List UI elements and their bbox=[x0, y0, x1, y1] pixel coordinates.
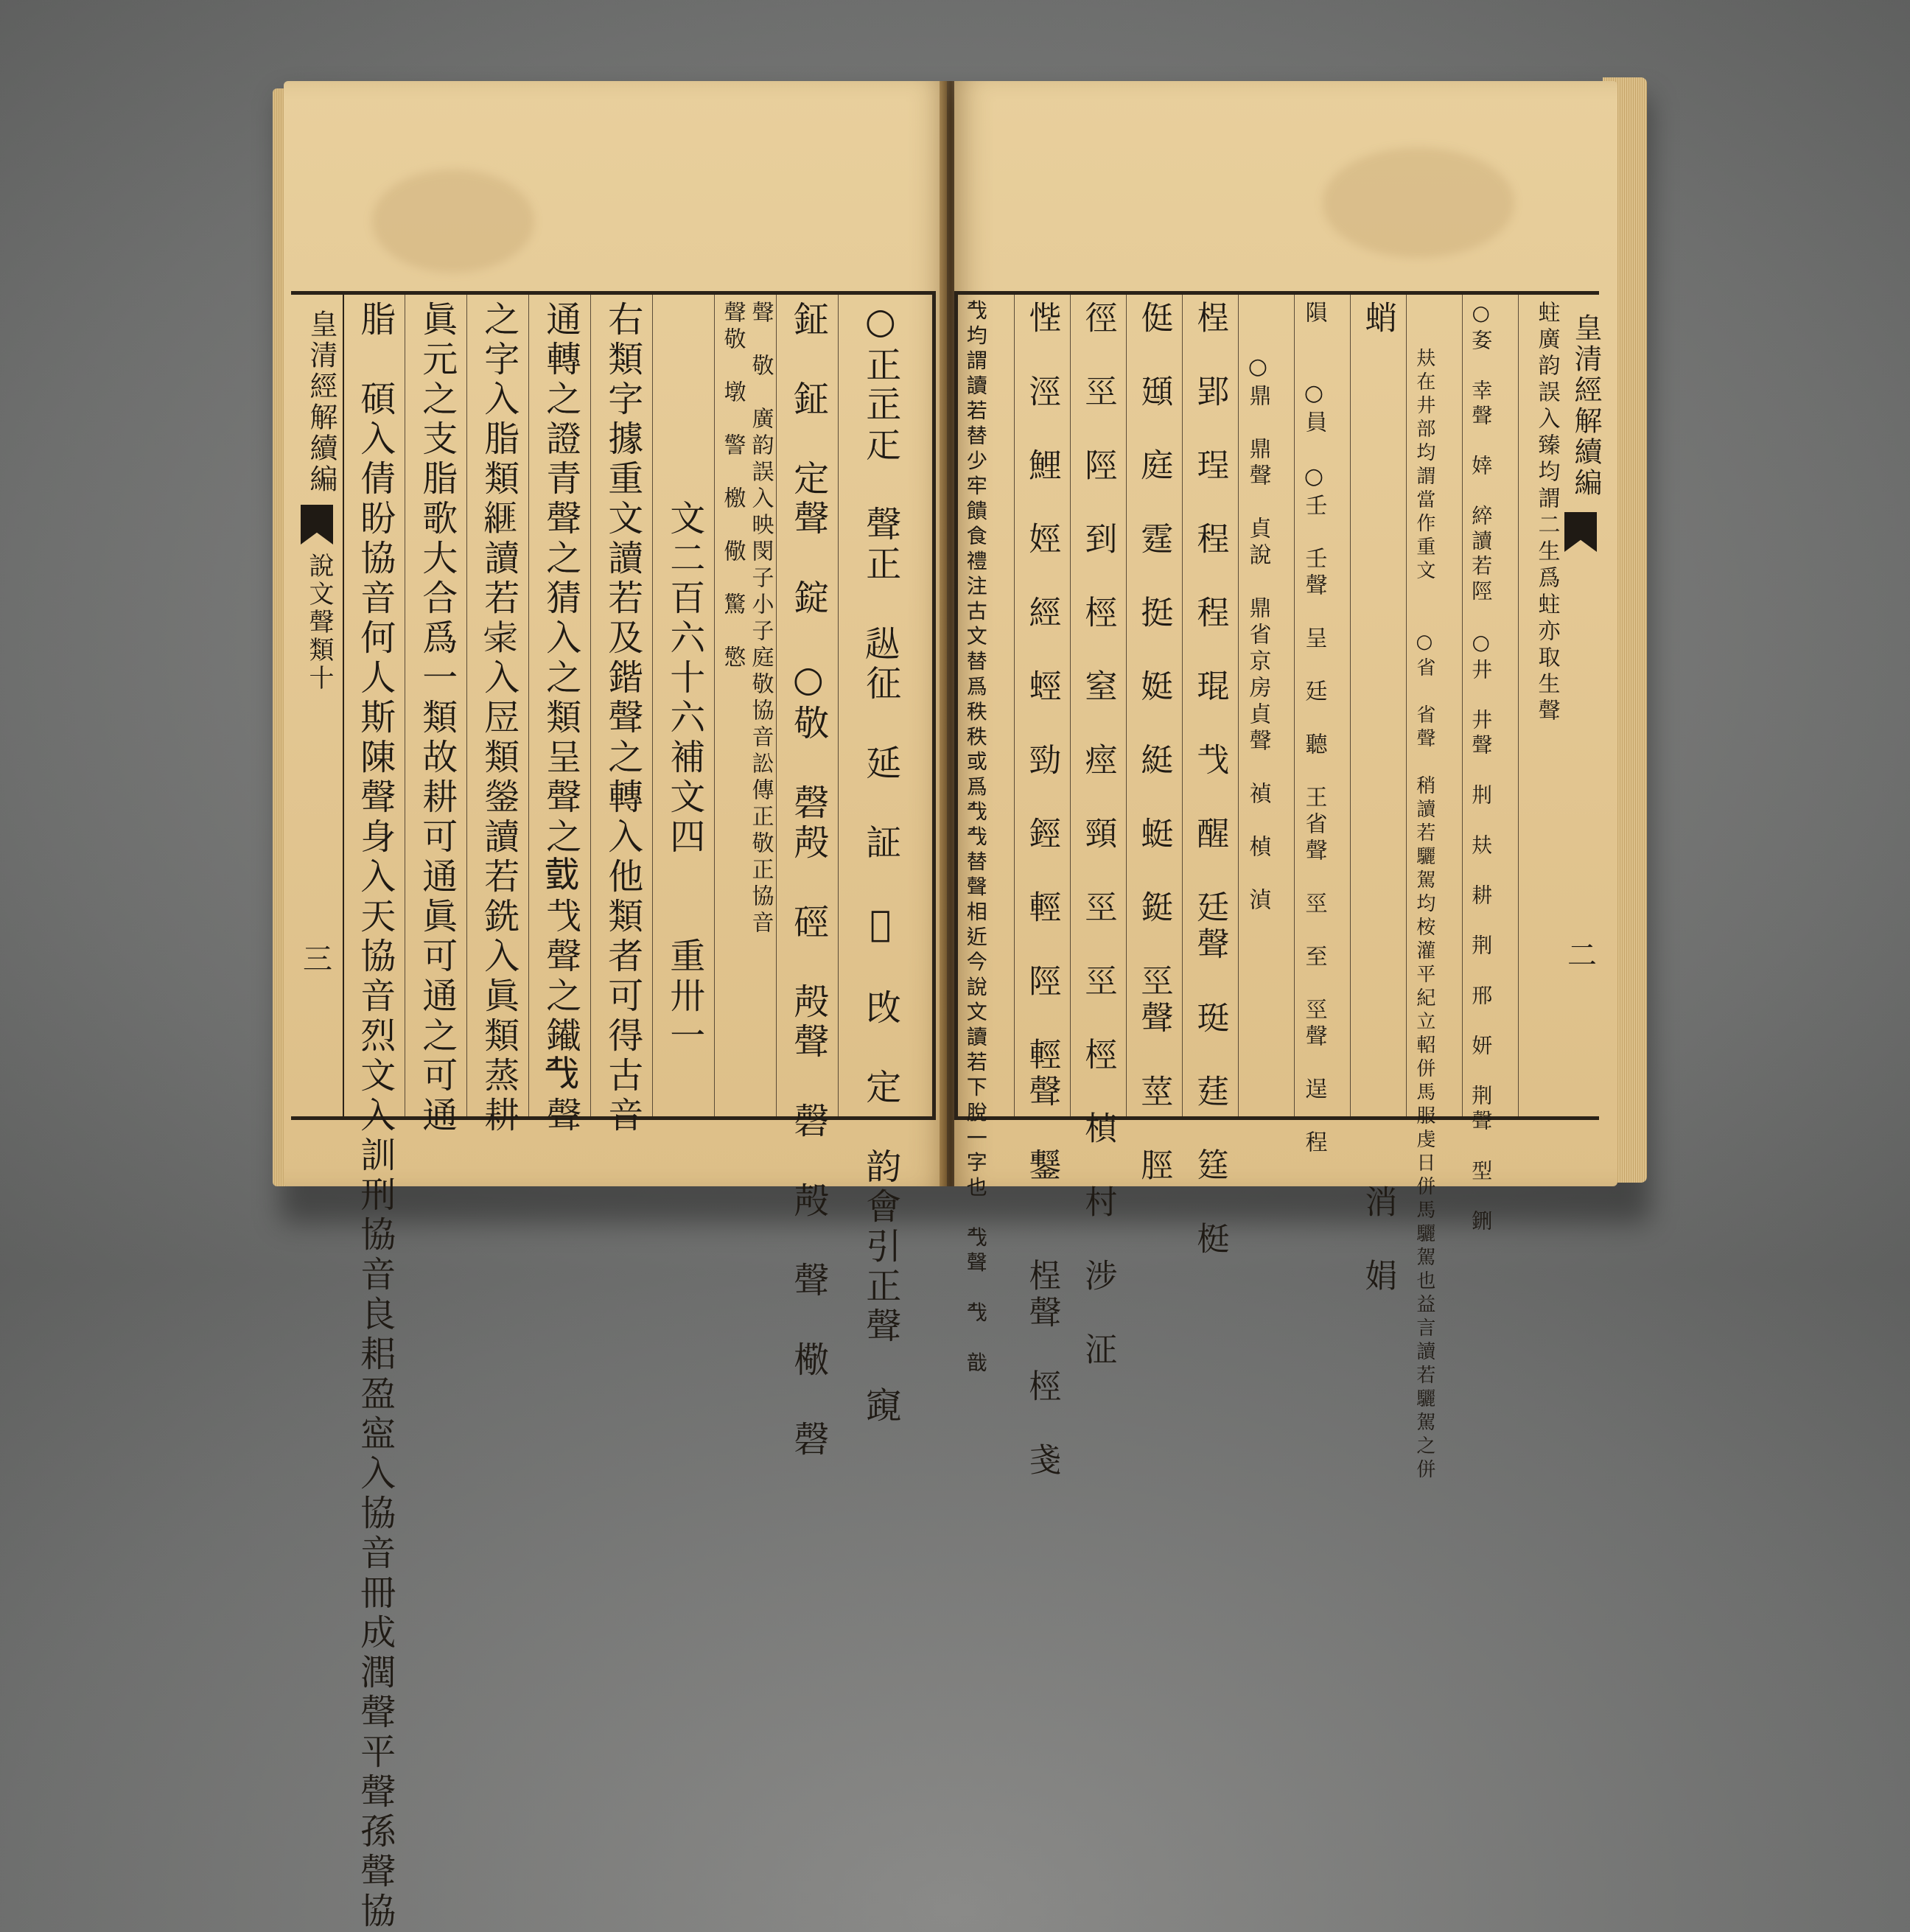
banner-title: 皇清經解續編 bbox=[1570, 313, 1602, 499]
left-page bbox=[284, 81, 947, 1932]
text-column bbox=[1462, 295, 1519, 1235]
folio-number: 三 bbox=[303, 942, 332, 976]
fishtail-mark bbox=[1564, 512, 1597, 552]
text-column bbox=[405, 295, 467, 1136]
banner-title: 皇清經解續編 bbox=[305, 309, 337, 495]
banner-column bbox=[1559, 291, 1603, 1120]
text-column bbox=[1070, 295, 1127, 1369]
column-text: 悂 涇 鯉 娙 經 蛵 勁 鋞 輕 陘 輕聲 鑋 桯聲 桱 戔 bbox=[1023, 301, 1061, 1480]
column-small-text: ○鼎 鼎聲 貞說 鼎省京房貞聲 禎 楨 湞 bbox=[1245, 301, 1271, 914]
text-column bbox=[528, 295, 591, 1136]
left-text-frame bbox=[291, 291, 936, 1932]
column-text: 通轉之證青聲之猜入之類呈聲之𢧜𢦏聲之䥫𢦔聲 bbox=[539, 301, 581, 1136]
column-text: 右類字據重文讀若及鍇聲之轉入他類者可得古音 bbox=[601, 301, 643, 1136]
column-small-text: 聲敬 墩 警 檄 儆 驚 憼 bbox=[719, 301, 746, 672]
column-small-text: 聲 敬 廣韵誤入映閔子小子庭敬協音訟傳正敬正協音 bbox=[747, 301, 774, 937]
column-text: 眞元之支脂歌大合爲一類故耕可通眞可通之可通 bbox=[416, 301, 458, 1136]
text-column bbox=[1014, 295, 1071, 1480]
right-text-frame bbox=[954, 291, 1599, 1483]
text-column bbox=[1238, 295, 1295, 1116]
fishtail-mark bbox=[301, 505, 333, 545]
text-column bbox=[838, 295, 933, 1427]
text-column bbox=[1294, 295, 1351, 1157]
folio-number: 二 bbox=[1567, 939, 1597, 973]
section-label: 說文聲類十 bbox=[304, 553, 334, 693]
text-column bbox=[776, 295, 839, 1460]
column-text: 侹 頲 庭 霆 挺 娗 綎 蜓 鋌 巠聲 莖 脛 bbox=[1135, 301, 1173, 1185]
column-text: ○正㱏𤴓 聲正 𨑢征 延 証 𢿝 攺 定 韵會引正聲 竀 bbox=[859, 301, 901, 1427]
text-column bbox=[652, 295, 715, 1116]
banner-column bbox=[291, 295, 344, 1116]
column-small-text: ○㚣 幸聲 婞 綷讀若陘 ○井 井聲 㓝 㚘 耕 荆 邢 妍 荆聲 型 鉶 bbox=[1469, 301, 1494, 1235]
column-text: 之字入脂類𦃄讀若𥹄入㞐類鎣讀若銑入眞類蒸耕 bbox=[478, 301, 520, 1136]
column-text: 桯 郢 珵 程 程 琨 𢦏 醒 廷聲 珽 莛 筳 梃 bbox=[1191, 301, 1229, 1259]
paper-stain bbox=[372, 169, 534, 273]
column-text: 徑 巠 陘 到 桱 窒 痙 頸 巠 巠 桱 楨 村 涉 泟 bbox=[1079, 301, 1117, 1369]
right-page bbox=[954, 81, 1617, 1483]
text-column bbox=[1182, 295, 1239, 1259]
column-small-text: 隕 ○員 ○壬 壬聲 呈 廷 聽 王省聲 巠 至 巠聲 逞 程 bbox=[1301, 301, 1327, 1157]
column-text: 文二百六十六補文四 重卅一 bbox=[663, 301, 705, 1057]
text-column bbox=[958, 295, 1014, 1378]
column-text: 蛸 消 娟 bbox=[1359, 301, 1397, 1295]
column-small-text: 蛀廣韵誤入臻均謂二生爲蛀亦取生聲 bbox=[1533, 301, 1560, 725]
paper-stain bbox=[1323, 147, 1514, 258]
text-column bbox=[343, 295, 405, 1932]
text-column bbox=[590, 295, 653, 1136]
text-column bbox=[1350, 295, 1407, 1295]
column-small-text: 㚘在井部均謂當作重文 ○省 省聲 稍讀若驪駕均桉灌平紀立軺併馬服虔日併馬驪駕也益言讀若驪駕之併 bbox=[1413, 301, 1435, 1483]
column-small-text: 𢦔均謂讀若替少牢饋食禮注古文替爲秩秩或爲𢦔𢦔替聲相近今說文讀若下脫一字也 𢦔聲 𢦔 戠 bbox=[964, 301, 989, 1378]
text-column bbox=[714, 295, 777, 1116]
column-text: 脂 碩入倩盼協音何人斯陳聲身入天協音烈文入訓刑協音良耜盈寍入協音冊成潤聲平聲孫聲協 bbox=[354, 301, 396, 1932]
column-text: 鉦 鉦 定聲 錠 ○敬 磬殸 硜 殸聲 磬 殸 聲 㯳 磬 bbox=[787, 301, 829, 1460]
open-book bbox=[273, 74, 1651, 1932]
text-column bbox=[1406, 295, 1463, 1483]
text-column bbox=[466, 295, 529, 1136]
text-column bbox=[1126, 295, 1183, 1185]
